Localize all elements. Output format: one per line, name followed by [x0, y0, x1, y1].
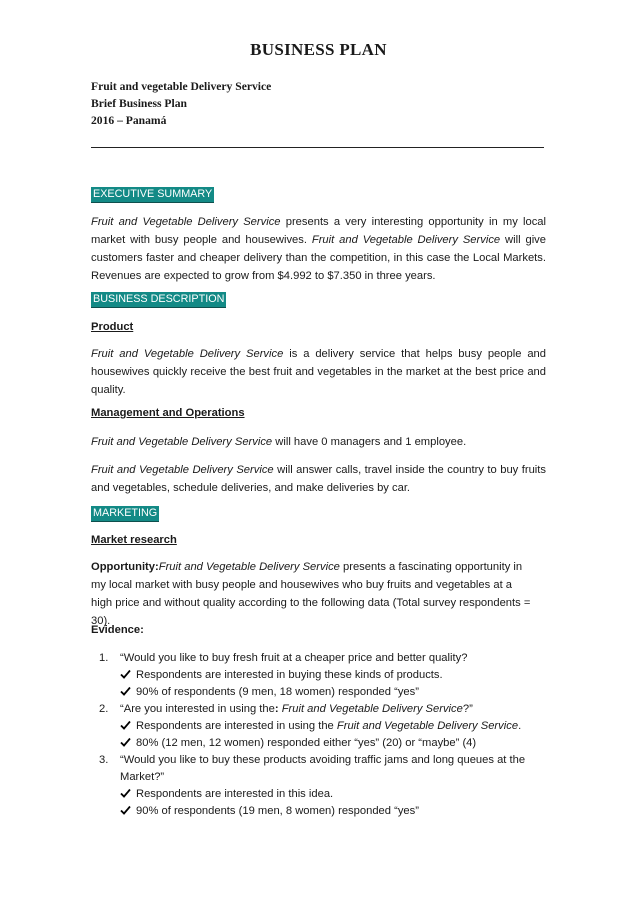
check-item — [120, 786, 333, 803]
management-paragraph-1 — [91, 433, 546, 451]
checkmark-icon — [120, 786, 136, 803]
checkmark-icon — [120, 684, 136, 701]
company-name: Fruit and Vegetable Delivery Service — [91, 348, 284, 360]
business-description-heading: BUSINESS DESCRIPTION — [91, 292, 226, 308]
check-item — [120, 684, 419, 701]
question-text-line-2: Market?” — [120, 771, 165, 783]
mgmt-text-2: will answer calls, travel inside the country to buy fruits and vegetables, schedule deliveries, and make deliveries by car. — [91, 464, 546, 494]
check-item — [120, 803, 419, 820]
evidence-label: Evidence: — [91, 624, 144, 636]
executive-summary-paragraph — [91, 213, 546, 285]
opportunity-paragraph — [91, 558, 536, 630]
product-heading: Product — [91, 321, 134, 333]
list-number: 2. — [99, 703, 109, 715]
check-text: Respondents are interested in buying these kinds of products. — [136, 669, 443, 681]
check-item — [120, 667, 443, 684]
question-text-b: : — [274, 703, 282, 715]
checkmark-icon — [120, 718, 136, 735]
company-name: Fruit and Vegetable Delivery Service — [311, 234, 501, 246]
checkmark-icon — [120, 667, 136, 684]
meta-line-3: 2016 – Panamá — [91, 114, 167, 127]
company-name: Fruit and Vegetable Delivery Service — [158, 561, 340, 573]
meta-line-2: Brief Business Plan — [91, 97, 187, 110]
exec-text-1: presents a very interesting opportunity in my local market with busy people and housewives. — [91, 216, 546, 246]
management-heading: Management and Operations — [91, 407, 245, 419]
check-text: 90% of respondents (19 men, 8 women) responded “yes” — [136, 805, 419, 817]
opportunity-text: presents a fascinating opportunity in my local market with busy people and housewives who buy fruits and vegetables at a high price and without quality according to the following data (Total survey respondents = 30). — [91, 561, 531, 627]
check-text-b: . — [518, 720, 522, 732]
question-text-a: “Are you interested in using the — [120, 703, 275, 715]
exec-text-2: will give customers faster and cheaper delivery than the competition, in this case the Local Markets. Revenues are expected to grow from $4.992 to $7.350 in three years. — [91, 234, 546, 282]
opportunity-label: Opportunity: — [91, 561, 159, 573]
company-name: Fruit and Vegetable Delivery Service — [91, 216, 281, 228]
executive-summary-heading: EXECUTIVE SUMMARY — [91, 187, 214, 203]
company-name: Fruit and Vegetable Delivery Service — [91, 436, 273, 448]
check-text: 90% of respondents (9 men, 18 women) responded “yes” — [136, 686, 419, 698]
meta-line-1: Fruit and vegetable Delivery Service — [91, 80, 272, 93]
check-item — [120, 718, 521, 735]
product-text: is a delivery service that helps busy people and housewives quickly receive the best fruit and vegetables in the market at the best price and quality. — [91, 348, 546, 396]
checkmark-icon — [120, 735, 136, 752]
check-item — [120, 735, 476, 752]
check-text-a: Respondents are interested in using the — [136, 720, 337, 732]
company-name: Fruit and Vegetable Delivery Service — [281, 703, 463, 715]
list-number: 1. — [99, 652, 109, 664]
marketing-heading: MARKETING — [91, 506, 159, 522]
question-text — [120, 701, 546, 718]
list-number: 3. — [99, 754, 109, 766]
check-text: Respondents are interested in this idea. — [136, 788, 334, 800]
market-research-heading: Market research — [91, 534, 177, 546]
check-text: 80% (12 men, 12 women) responded either “yes” (20) or “maybe” (4) — [136, 737, 477, 749]
management-paragraph-2 — [91, 461, 546, 497]
question-text: “Would you like to buy fresh fruit at a cheaper price and better quality? — [120, 652, 468, 664]
company-name: Fruit and Vegetable Delivery Service — [336, 720, 519, 732]
mgmt-text-1: will have 0 managers and 1 employee. — [272, 436, 467, 448]
checkmark-icon — [120, 803, 136, 820]
product-paragraph — [91, 345, 546, 399]
question-text-line-1: “Would you like to buy these products avoiding traffic jams and long queues at the — [120, 754, 526, 766]
horizontal-rule — [91, 147, 544, 148]
company-name: Fruit and Vegetable Delivery Service — [91, 464, 274, 476]
document-title: BUSINESS PLAN — [250, 40, 387, 59]
question-text-c: ?” — [462, 703, 473, 715]
